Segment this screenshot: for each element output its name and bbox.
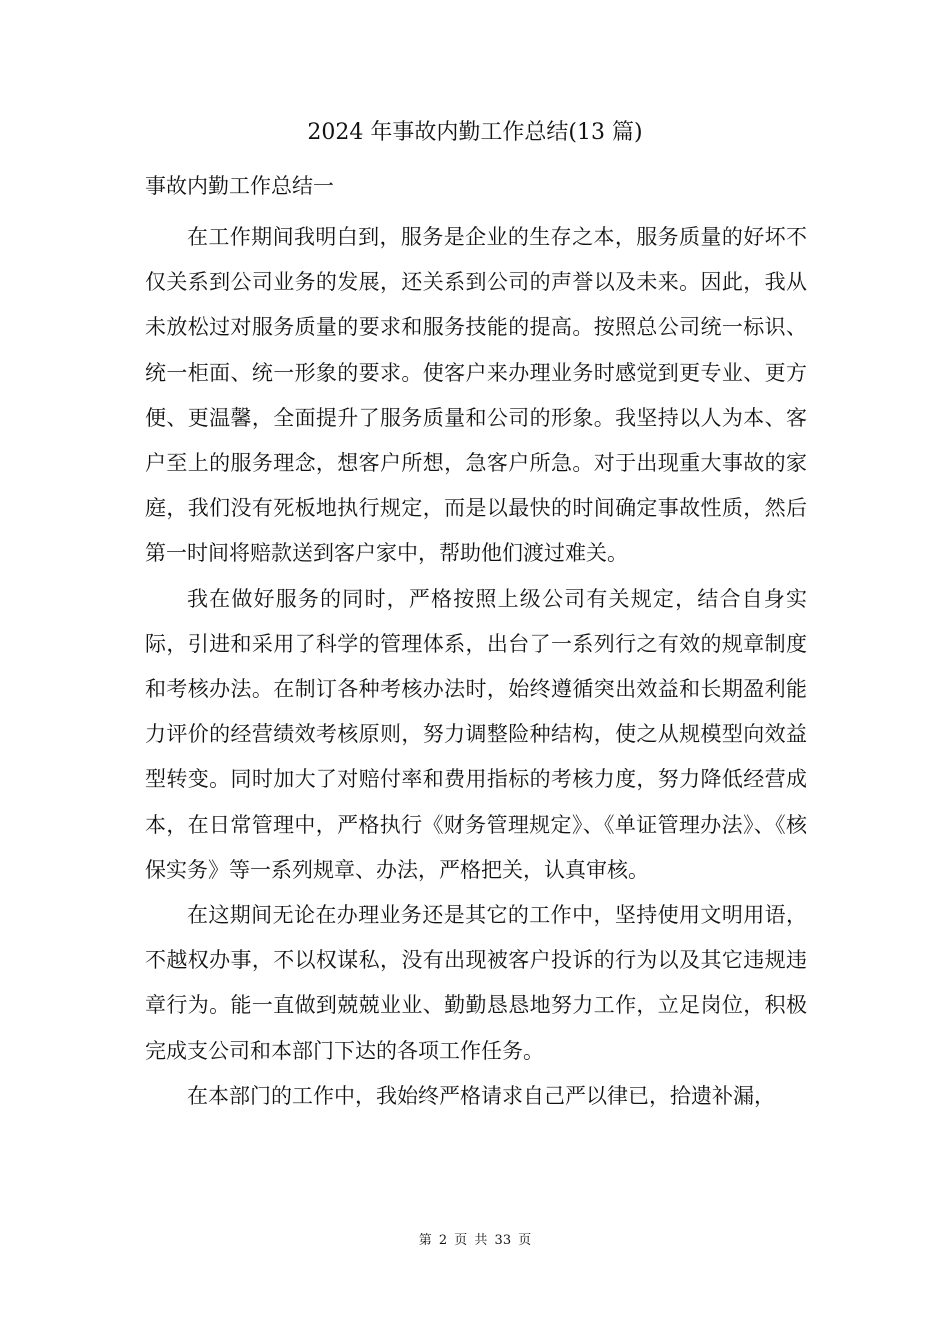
page-footer: 第 2 页 共 33 页 [418,1233,532,1248]
paragraph-3: 在这期间无论在办理业务还是其它的工作中，坚持使用文明用语，不越权办事，不以权谋私，没有出现被客户投诉的行为以及其它违规违章行为。能一直做到兢兢业业、勤勤恳恳地努力工作，立足岗位，积极完成支公司和本部门下达的各项工作任务。 [145,903,807,1063]
paragraph-4: 在本部门的工作中，我始终严格请求自己严以律已，拾遗补漏， [187,1083,775,1108]
section-heading: 事故内勤工作总结一 [145,174,334,198]
document-title: 2024 年事故内勤工作总结(13 篇) [307,120,643,145]
paragraph-2: 我在做好服务的同时，严格按照上级公司有关规定，结合自身实际，引进和采用了科学的管理体系，出台了一系列行之有效的规章制度和考核办法。在制订各种考核办法时，始终遵循突出效益和长期盈利能力评价的经营绩效考核原则，努力调整险种结构，使之从规模型向效益型转变。同时加大了对赔付率和费用指标的考核力度，努力降低经营成本，在日常管理中，严格执行《财务管理规定》、《单证管理办法》、《核保实务》等一系列规章、办法，严格把关，认真审核。 [145,586,807,882]
paragraph-1: 在工作期间我明白到，服务是企业的生存之本，服务质量的好坏不仅关系到公司业务的发展，还关系到公司的声誉以及未来。因此，我从未放松过对服务质量的要求和服务技能的提高。按照总公司统一标识、统一柜面、统一形象的要求。使客户来办理业务时感觉到更专业、更方便、更温馨，全面提升了服务质量和公司的形象。我坚持以人为本、客户至上的服务理念，想客户所想，急客户所急。对于出现重大事故的家庭，我们没有死板地执行规定，而是以最快的时间确定事故性质，然后第一时间将赔款送到客户家中，帮助他们渡过难关。 [145,225,807,566]
document-body [145,215,807,1119]
